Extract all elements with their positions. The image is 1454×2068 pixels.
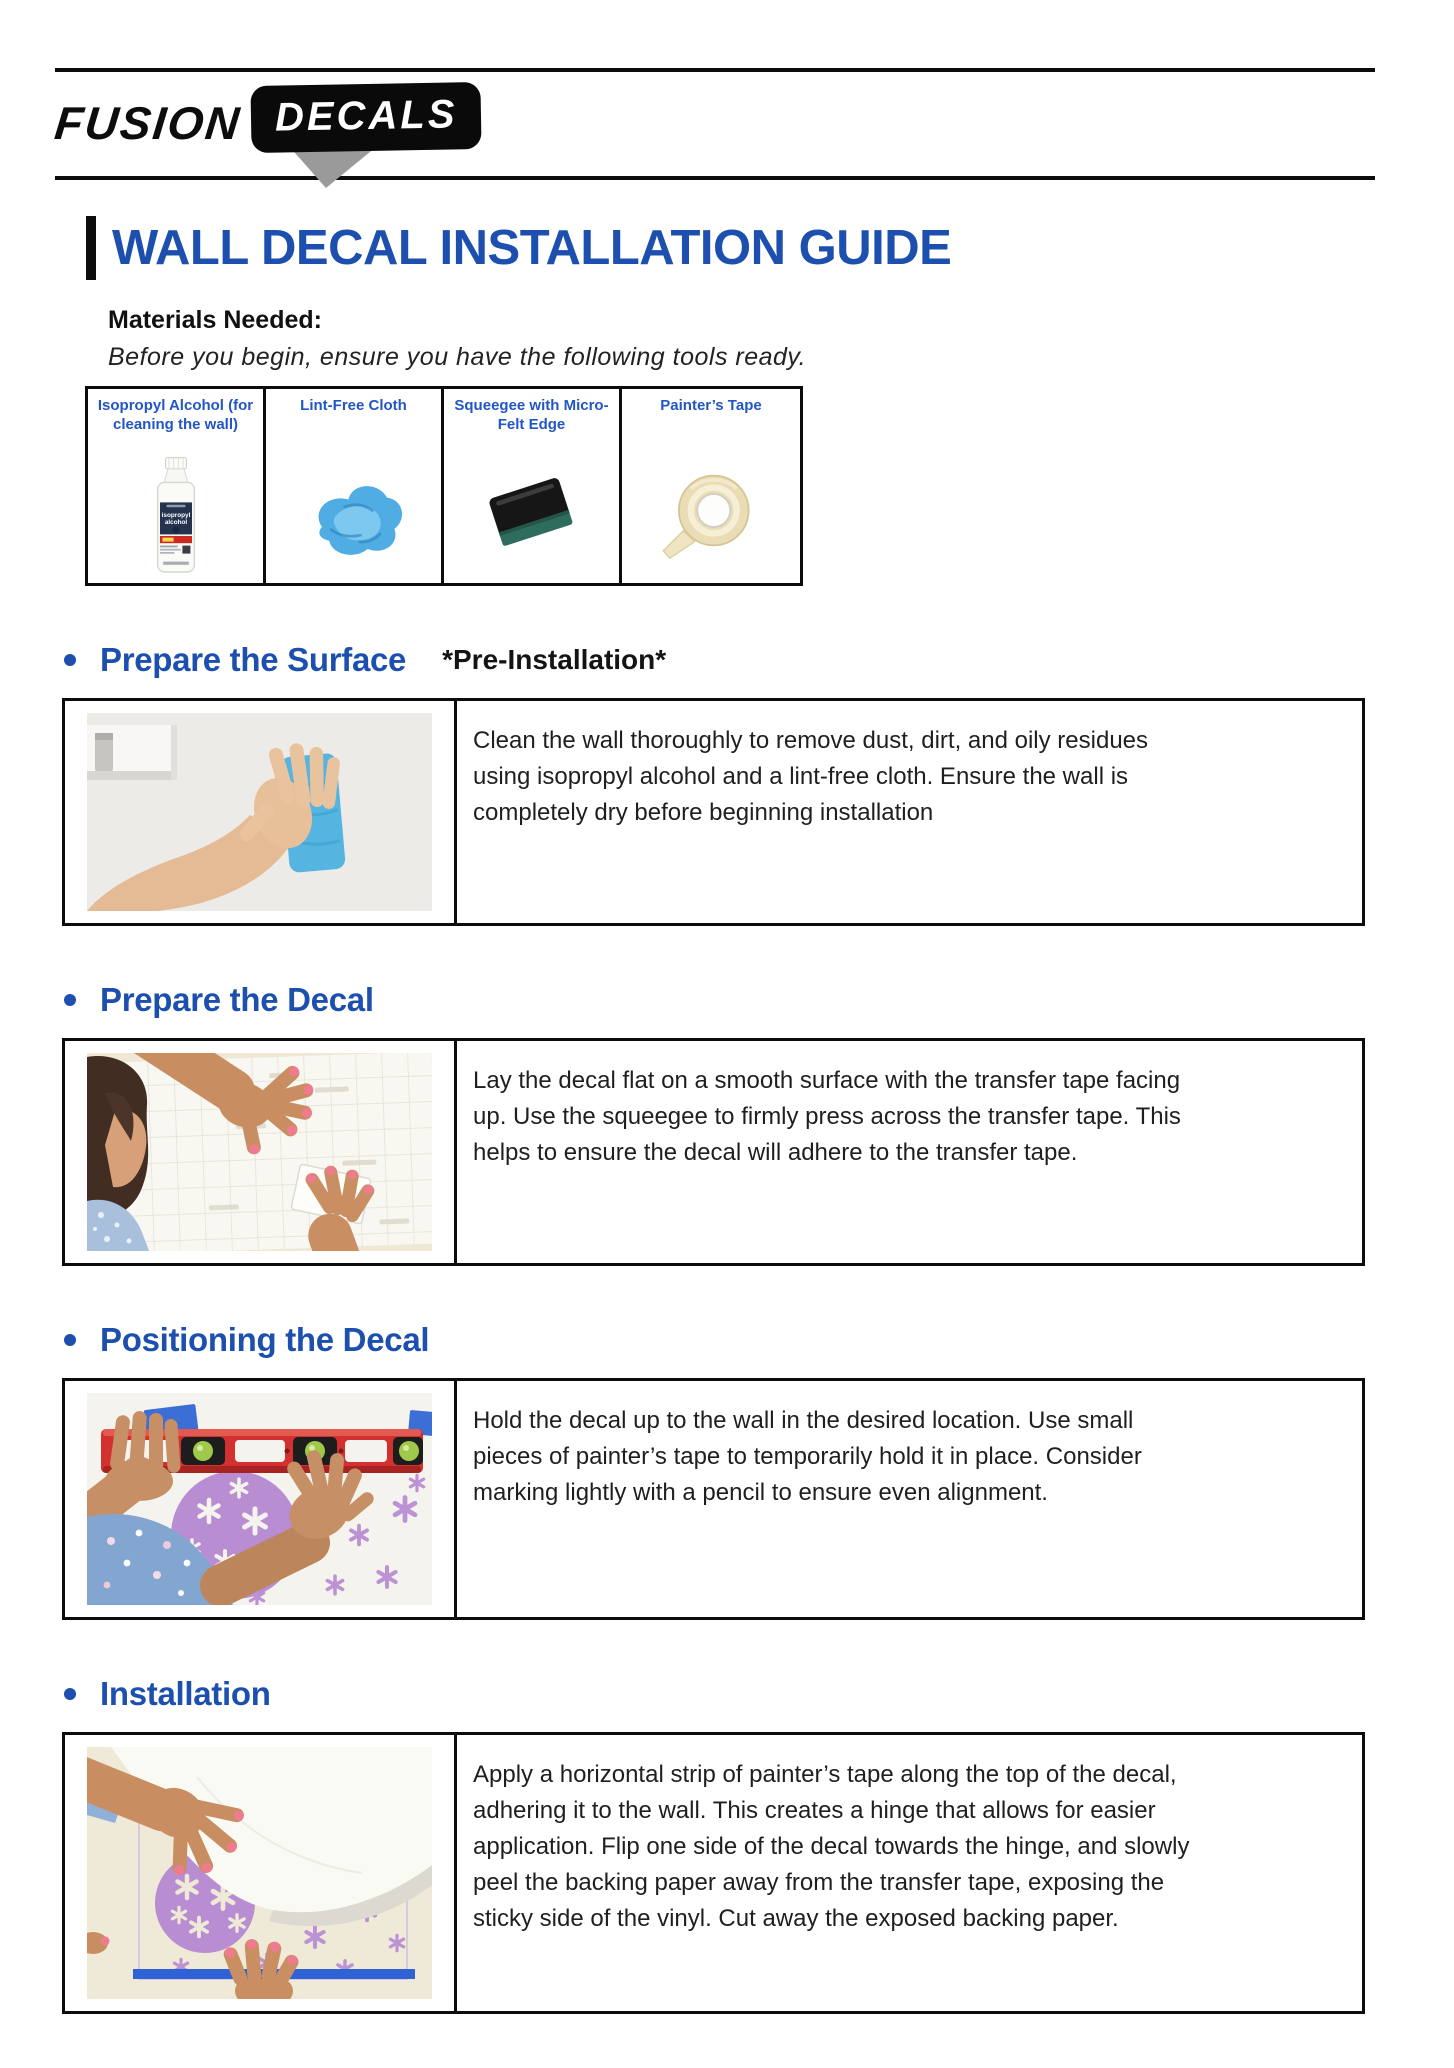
isopropyl-bottle-icon: [128, 455, 224, 577]
page-title-text: WALL DECAL INSTALLATION GUIDE: [112, 221, 952, 275]
pressing-decal-photo: [87, 1053, 432, 1251]
step-row-prepare-surface: [62, 698, 1365, 926]
section-heading-positioning-decal: [64, 1318, 1454, 1362]
section-heading-text: Installation: [100, 1675, 271, 1712]
peeling-backing-photo: [87, 1747, 432, 1999]
section-heading-prepare-decal: [64, 978, 1454, 1022]
materials-subheading: Before you begin, ensure you have the following tools ready.: [108, 343, 807, 371]
section-heading-text: Prepare the Surface: [100, 641, 407, 678]
document-page: [0, 68, 1454, 2068]
material-squeegee: [444, 389, 622, 583]
bottle-label-text: isopropyl: [161, 511, 190, 519]
title-accent-bar: [86, 216, 96, 280]
brand-logo-fusion-text: FUSION: [52, 97, 244, 149]
material-isopropyl-alcohol: [88, 389, 266, 583]
brand-logo: [52, 84, 1454, 170]
bullet-icon: [64, 1334, 76, 1346]
materials-table: [85, 386, 803, 586]
step-photo-cell: [65, 1381, 457, 1617]
squeegee-icon: [477, 455, 587, 577]
bullet-icon: [64, 994, 76, 1006]
cleaning-wall-photo: [87, 713, 432, 911]
header-top-rule: [55, 68, 1375, 72]
step-row-installation: [62, 1732, 1365, 2014]
leveling-decal-photo: [87, 1393, 432, 1605]
bullet-icon: [64, 654, 76, 666]
material-painters-tape: [622, 389, 800, 583]
material-label: Lint-Free Cloth: [300, 397, 407, 414]
step-row-prepare-decal: [62, 1038, 1365, 1266]
bullet-icon: [64, 1688, 76, 1700]
step-instructions: Hold the decal up to the wall in the desired location. Use small pieces of painter’s tape to temporarily hold it in place. Consider marking lightly with a pencil to ensure even alignment.: [473, 1407, 1142, 1506]
step-row-positioning-decal: [62, 1378, 1365, 1620]
bottle-label-text: alcohol: [164, 519, 187, 526]
blue-cloth-icon: [299, 455, 409, 577]
step-photo-cell: [65, 1041, 457, 1263]
brand-logo-decals-badge: DECALS: [250, 82, 482, 153]
section-heading-prepare-surface: [64, 638, 1454, 682]
materials-heading: Materials Needed:: [108, 306, 322, 334]
page-title: [86, 216, 1454, 280]
step-photo-cell: [65, 701, 457, 923]
material-label: Squeegee with Micro-Felt Edge: [454, 397, 609, 433]
brand-logo-badge-wrap: [251, 84, 481, 151]
step-instructions: Lay the decal flat on a smooth surface with the transfer tape facing up. Use the squeegee to firmly press across the transfer tape. This helps to ensure the decal will adhere to the transfer tape.: [473, 1067, 1181, 1166]
step-photo-cell: [65, 1735, 457, 2011]
step-instructions: Clean the wall thoroughly to remove dust, dirt, and oily residues using isopropyl alcohol and a lint-free cloth. Ensure the wall is completely dry before beginning installation: [473, 727, 1149, 826]
section-heading-text: Prepare the Decal: [100, 981, 374, 1018]
material-lint-free-cloth: [266, 389, 444, 583]
section-heading-note: *Pre-Installation*: [442, 644, 667, 675]
material-label: Isopropyl Alcohol (for cleaning the wall): [97, 397, 254, 433]
header-bottom-rule: [55, 176, 1375, 180]
step-instructions: Apply a horizontal strip of painter’s tape along the top of the decal, adhering it to the wall. This creates a hinge that allows for easier application. Flip one side of the decal towards the hinge, and slowly peel the backing paper away from the transfer tape, exposing the sticky side of the vinyl. Cut away the exposed backing paper.: [473, 1761, 1190, 1932]
section-heading-installation: [64, 1672, 1454, 1716]
tape-roll-icon: [656, 455, 766, 577]
section-heading-text: Positioning the Decal: [100, 1321, 430, 1358]
material-label: Painter’s Tape: [660, 397, 762, 414]
